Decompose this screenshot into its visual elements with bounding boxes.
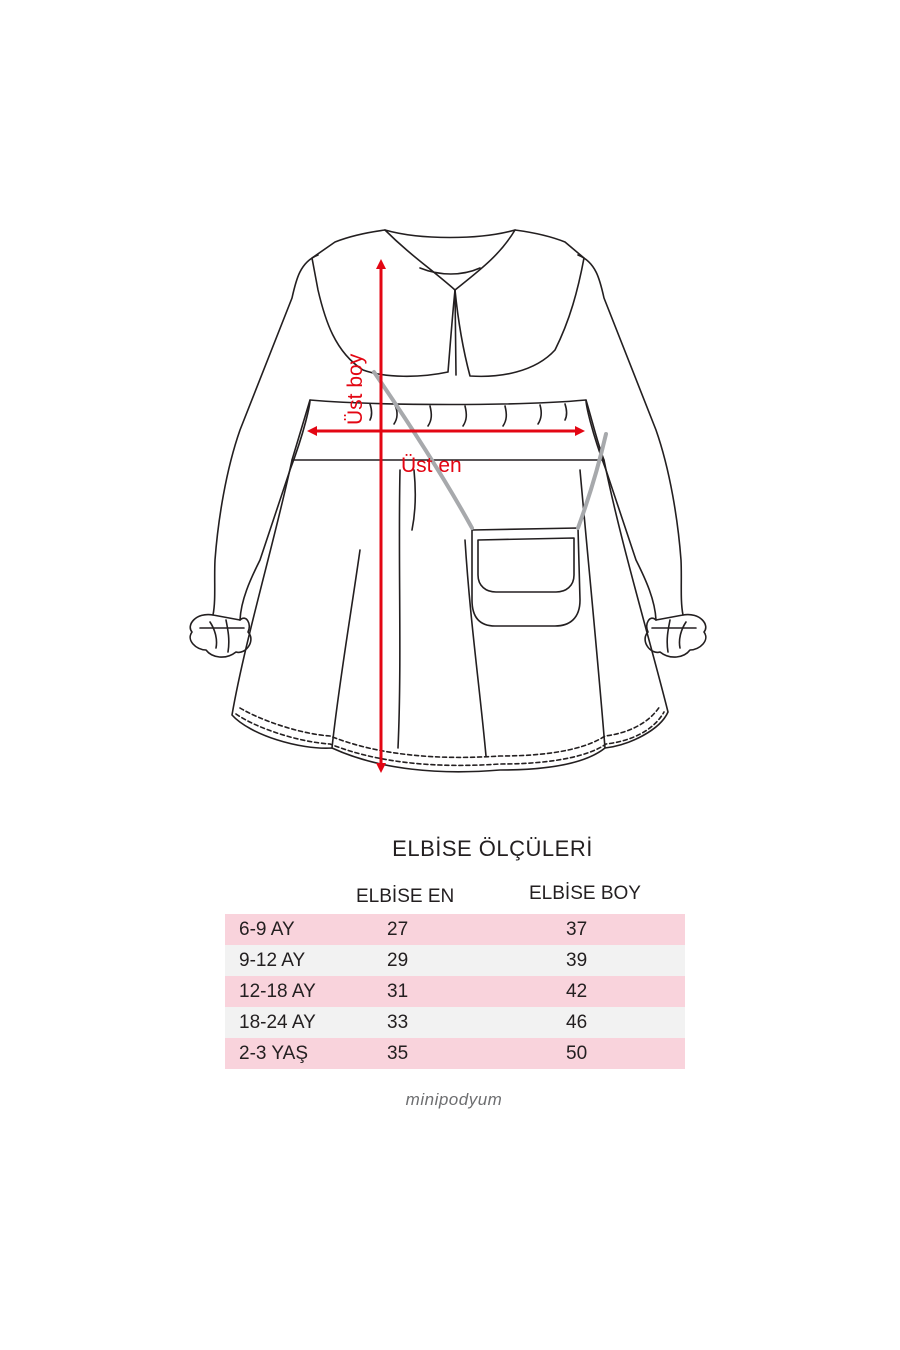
size-cell: 6-9 AY (239, 919, 295, 940)
boy-cell: 42 (566, 981, 588, 1002)
size-cell: 2-3 YAŞ (239, 1043, 309, 1064)
size-cell: 9-12 AY (239, 950, 306, 971)
table-title: ELBİSE ÖLÇÜLERİ (392, 836, 593, 861)
en-cell: 27 (387, 919, 409, 940)
size-cell: 12-18 AY (239, 981, 316, 1002)
boy-cell: 46 (566, 1012, 588, 1033)
en-cell: 31 (387, 981, 409, 1002)
en-cell: 35 (387, 1043, 409, 1064)
bag (472, 528, 580, 626)
table-row (225, 914, 685, 945)
en-cell: 33 (387, 1012, 409, 1033)
table-row (225, 945, 685, 976)
table-row (225, 976, 685, 1007)
size-table (225, 914, 685, 1069)
table-row (225, 1007, 685, 1038)
bag-strap-right (578, 434, 606, 528)
column-header-boy: ELBİSE BOY (529, 883, 641, 904)
en-cell: 29 (387, 950, 409, 971)
right-sleeve (578, 255, 683, 620)
collar (312, 230, 455, 376)
boy-cell: 39 (566, 950, 588, 971)
boy-cell: 50 (566, 1043, 588, 1064)
width-label: Üst en (401, 454, 462, 477)
size-cell: 18-24 AY (239, 1012, 316, 1033)
table-row (225, 1038, 685, 1069)
length-label: Üst boy (344, 353, 367, 425)
left-sleeve (213, 255, 318, 620)
brand-logo: minipodyum (405, 1090, 503, 1109)
boy-cell: 37 (566, 919, 588, 940)
column-header-en: ELBİSE EN (356, 886, 455, 907)
bag-strap-left (374, 372, 472, 528)
